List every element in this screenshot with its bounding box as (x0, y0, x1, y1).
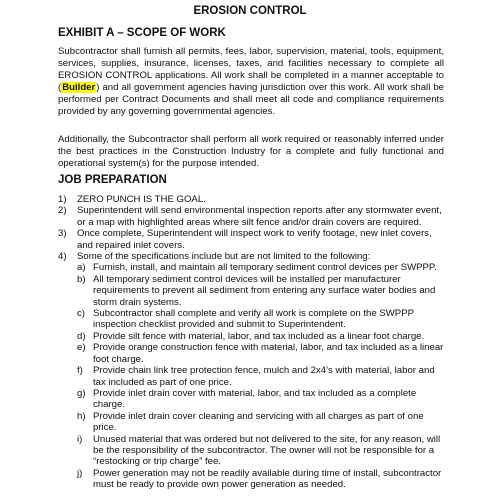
list-item (58, 228, 448, 251)
sublist-item (77, 468, 448, 491)
sublist-item-text: Furnish, install, and maintain all temporary sediment control devices per SWPPP. (93, 262, 437, 274)
sublist-item-letter: d) (77, 330, 86, 342)
exhibit-heading: EXHIBIT A – SCOPE OF WORK (58, 27, 226, 39)
document-title: EROSION CONTROL (193, 5, 307, 17)
sublist-item-text: Provide inlet drain cover cleaning and servicing with all charges as part of one price. (93, 410, 424, 434)
scope-text-before: Subcontractor shall furnish all permits, fees, labor, supervision, material, tools, equipment, services, supplies, insurance, licenses, taxes, and facilities necessary to complete all EROSION CONTROL applications. All work shall be completed in a manner acceptable to ( (58, 46, 444, 93)
sublist-item (77, 331, 448, 342)
job-preparation-heading: JOB PREPARATION (58, 174, 167, 186)
sublist-item (77, 262, 448, 273)
list-item-text: Superintendent will send environmental inspection reports after any stormwater event, or a map with highlighted areas where silt fence and/or drain covers are required. (77, 205, 442, 228)
sublist-item-text: Subcontractor shall complete and verify all work is complete on the SWPPP inspection checklist provided and submit to Superintendent. (93, 308, 414, 331)
list-item-text: Once complete, Superintendent will inspect work to verify footage, new inlet covers, and repaired inlet covers. (77, 228, 432, 251)
sublist-item-letter: j) (77, 467, 83, 479)
sublist-item-text: Provide orange construction fence with material, labor, and tax included as a linear foot charge. (93, 342, 444, 365)
sublist-item-text: Unused material that was ordered but not delivered to the site, for any reason, will be the responsibility of the subcontractor. The owner will not be responsible for a “restocking or trip charge” fee. (93, 433, 441, 468)
sublist-item-letter: i) (77, 433, 83, 445)
sublist-item-text: Provide chain link tree protection fence, mulch and 2x4’s with material, labor and tax included as part of one price. (93, 365, 435, 388)
sublist-item (77, 388, 448, 411)
list-item-text: ZERO PUNCH IS THE GOAL. (77, 194, 206, 205)
sublist-item-text: All temporary sediment control devices will be installed per manufacturer requirements to prevent all sediment from entering any surface water bodies and storm drain systems. (93, 273, 436, 308)
sublist-item (77, 274, 448, 308)
sublist-item (77, 342, 448, 365)
additional-paragraph: Additionally, the Subcontractor shall perform all work required or reasonably inferred under the best practices in the Construction Industry for a complete and fully functional and operational system(s) for the purpose intended. (58, 134, 444, 169)
sublist-item-letter: h) (77, 410, 86, 422)
scope-text-after: ) and all government agencies having jurisdiction over this work. All work shall be performed per Contract Documents and shall meet all code and compliance requirements provided by any governing governmental agencies. (58, 81, 444, 117)
list-item (58, 205, 448, 228)
sublist-item-letter: f) (77, 365, 83, 377)
sublist-item-text: Provide inlet drain cover with material, labor, and tax included as a complete charge. (93, 387, 417, 411)
list-item-number: 3) (58, 228, 67, 240)
sublist-item (77, 308, 448, 331)
sublist-item-letter: c) (77, 308, 85, 320)
sublist-item-letter: e) (77, 342, 86, 354)
list-item-text: Some of the specifications include but are not limited to the following: (77, 251, 371, 263)
sublist-item-text: Provide silt fence with material, labor, and tax included as a linear foot charge. (93, 330, 425, 342)
sublist-item (77, 434, 448, 468)
sublist-item-letter: a) (77, 262, 86, 274)
sublist-item-letter: g) (77, 387, 86, 399)
job-preparation-list (58, 194, 448, 491)
list-item (58, 194, 448, 205)
sublist-item-text: Power generation may not be readily available during time of install, subcontractor must be ready to provide own power generation as needed. (93, 467, 442, 491)
sublist-item (77, 411, 448, 434)
list-item (58, 251, 448, 491)
sublist-item (77, 365, 448, 388)
sublist-item-letter: b) (77, 273, 86, 285)
list-item-number: 2) (58, 205, 67, 217)
specifications-sublist (77, 262, 448, 490)
list-item-number: 1) (58, 194, 67, 205)
scope-paragraph (58, 46, 444, 117)
list-item-number: 4) (58, 251, 67, 263)
builder-highlight: Builder (62, 81, 96, 93)
